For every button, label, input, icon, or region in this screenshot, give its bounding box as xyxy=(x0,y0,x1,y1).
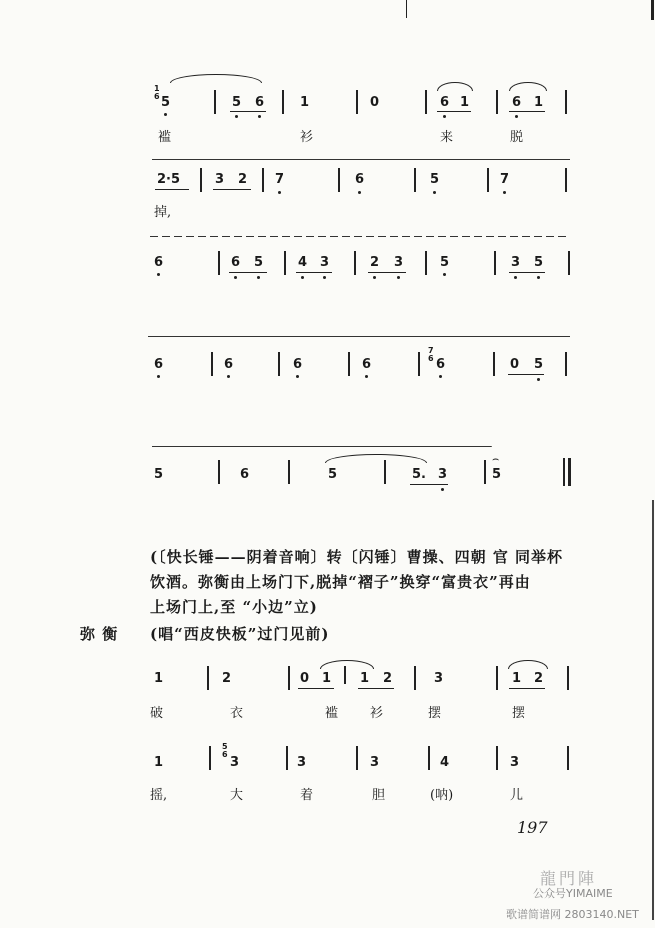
barline xyxy=(356,746,358,770)
note: 6 xyxy=(240,467,250,482)
note: 5. xyxy=(412,467,426,482)
underline xyxy=(298,688,334,689)
barline xyxy=(418,352,420,376)
note: 0 xyxy=(300,671,310,686)
tie-line xyxy=(150,236,570,237)
note: 3 xyxy=(394,255,404,270)
barline xyxy=(496,90,498,114)
fermata-icon: ⌢ xyxy=(492,452,500,465)
note: 1 xyxy=(360,671,370,686)
barline xyxy=(565,90,567,114)
underline xyxy=(368,272,406,273)
stage-direction-line: 上场门上,至 “小边”立) xyxy=(150,598,318,616)
barline xyxy=(496,746,498,770)
underline xyxy=(229,272,267,273)
barline xyxy=(354,251,356,275)
note: 5 xyxy=(534,357,544,372)
underline xyxy=(155,189,189,190)
lyric: 摆 xyxy=(512,706,526,721)
note: 1 xyxy=(154,755,164,770)
note: 3 xyxy=(370,755,380,770)
octave-dot xyxy=(257,276,260,279)
octave-dot xyxy=(301,276,304,279)
slur xyxy=(437,82,473,91)
octave-dot xyxy=(365,375,368,378)
barline xyxy=(278,352,280,376)
underline xyxy=(509,688,545,689)
octave-dot xyxy=(433,191,436,194)
underline xyxy=(230,111,266,112)
underline xyxy=(296,272,332,273)
barline xyxy=(565,352,567,376)
lyric: 衫 xyxy=(300,130,314,145)
octave-dot xyxy=(373,276,376,279)
lyric: 胆 xyxy=(372,788,386,803)
barline xyxy=(494,251,496,275)
octave-dot xyxy=(358,191,361,194)
barline xyxy=(428,746,430,770)
lyric: 脱 xyxy=(510,130,524,145)
lyric: 衣 xyxy=(230,706,244,721)
lyric: 破 xyxy=(150,706,164,721)
note: 2 xyxy=(534,671,544,686)
note: 2 xyxy=(383,671,393,686)
octave-dot xyxy=(234,276,237,279)
watermark-wechat: 公众号YIMAIME xyxy=(533,887,613,900)
note: 5 xyxy=(328,467,338,482)
slur xyxy=(508,660,548,669)
note: 1 xyxy=(512,671,522,686)
note: 6 xyxy=(154,357,164,372)
note: 6 xyxy=(440,95,450,110)
final-barline xyxy=(563,458,565,486)
barline xyxy=(288,666,290,690)
lyric: 着 xyxy=(300,788,314,803)
note: 5 xyxy=(154,467,164,482)
note: 3 xyxy=(511,255,521,270)
note: 3 xyxy=(230,755,240,770)
note: 1 xyxy=(460,95,470,110)
octave-dot xyxy=(514,276,517,279)
octave-dot xyxy=(441,488,444,491)
underline xyxy=(213,189,251,190)
role-direction: (唱“西皮快板”过门见前) xyxy=(150,625,330,643)
lyric: 大 xyxy=(230,788,244,803)
barline xyxy=(484,460,486,484)
grace-note: 6 xyxy=(428,354,434,363)
octave-dot xyxy=(443,115,446,118)
note: 3 xyxy=(320,255,330,270)
underline xyxy=(410,484,448,485)
lyric: 褴 xyxy=(158,130,172,145)
note: 3 xyxy=(438,467,448,482)
octave-dot xyxy=(235,115,238,118)
barline xyxy=(414,666,416,690)
grace-note: 6 xyxy=(222,750,228,759)
barline xyxy=(487,168,489,192)
note: 6 xyxy=(154,255,164,270)
page-edge-mark xyxy=(652,500,654,920)
barline xyxy=(567,746,569,770)
slur xyxy=(170,74,262,83)
note: 6 xyxy=(255,95,265,110)
barline xyxy=(286,746,288,770)
slur xyxy=(325,454,427,463)
barline xyxy=(425,251,427,275)
barline xyxy=(348,352,350,376)
stage-direction xyxy=(150,545,580,620)
octave-dot xyxy=(503,191,506,194)
tie-line xyxy=(152,446,492,447)
note: 5 xyxy=(430,172,440,187)
note: 3 xyxy=(510,755,520,770)
octave-dot xyxy=(397,276,400,279)
note: 2 xyxy=(238,172,248,187)
note: 2 xyxy=(370,255,380,270)
page-number: 197 xyxy=(517,818,548,837)
tie-line xyxy=(148,336,570,337)
barline xyxy=(356,90,358,114)
note: 1 xyxy=(534,95,544,110)
note: 5 xyxy=(232,95,242,110)
note: 6 xyxy=(355,172,365,187)
slur xyxy=(320,660,374,669)
octave-dot xyxy=(157,375,160,378)
note: 2 xyxy=(222,671,232,686)
note: 1 xyxy=(322,671,332,686)
note: 3 xyxy=(434,671,444,686)
role-name: 弥 衡 xyxy=(80,625,119,643)
lyric: 来 xyxy=(440,130,454,145)
octave-dot xyxy=(439,375,442,378)
note: 5 xyxy=(534,255,544,270)
barline xyxy=(207,666,209,690)
lyric: 摇, xyxy=(150,788,168,803)
octave-dot xyxy=(323,276,326,279)
barline xyxy=(218,251,220,275)
barline xyxy=(262,168,264,192)
underline xyxy=(358,688,394,689)
note: 7 xyxy=(275,172,285,187)
octave-dot xyxy=(278,191,281,194)
stage-direction-line: 饮酒。弥衡由上场门下,脱掉“褶子”换穿“富贵衣”再由 xyxy=(150,573,531,591)
tie-line xyxy=(152,159,570,160)
barline xyxy=(568,251,570,275)
lyric: 摆 xyxy=(428,706,442,721)
note: 5 xyxy=(492,467,502,482)
page-edge-mark xyxy=(406,0,407,18)
lyric: 儿 xyxy=(510,788,524,803)
note: 1 xyxy=(154,671,164,686)
note: 3 xyxy=(215,172,225,187)
note: 6 xyxy=(362,357,372,372)
grace-note: 6 xyxy=(154,92,160,101)
octave-dot xyxy=(258,115,261,118)
barline xyxy=(288,460,290,484)
stage-direction-line: (〔快长锤——阴着音响〕转〔闪锤〕曹操、四朝 官 同举杯 xyxy=(150,548,564,566)
grace-note: 5 xyxy=(222,742,228,751)
note: 6 xyxy=(293,357,303,372)
note: 0 xyxy=(510,357,520,372)
grace-note: 1 xyxy=(154,84,160,93)
octave-dot xyxy=(296,375,299,378)
octave-dot xyxy=(515,115,518,118)
note: 0 xyxy=(370,95,380,110)
grace-note: 7 xyxy=(428,346,434,355)
page-edge-mark xyxy=(651,0,654,20)
lyric: 衫 xyxy=(370,706,384,721)
slur xyxy=(509,82,547,91)
barline xyxy=(218,460,220,484)
underline xyxy=(509,111,545,112)
octave-dot xyxy=(537,378,540,381)
lyric: (呐) xyxy=(430,788,454,803)
note: 2·5 xyxy=(157,172,181,187)
barline xyxy=(338,168,340,192)
note: 4 xyxy=(440,755,450,770)
barline xyxy=(200,168,202,192)
note: 7 xyxy=(500,172,510,187)
note: 5 xyxy=(440,255,450,270)
barline xyxy=(425,90,427,114)
underline xyxy=(508,374,544,375)
barline xyxy=(214,90,216,114)
note: 6 xyxy=(512,95,522,110)
barline xyxy=(384,460,386,484)
barline xyxy=(565,168,567,192)
barline xyxy=(282,90,284,114)
note: 6 xyxy=(231,255,241,270)
watermark-site: 歌谱简谱网 2803140.NET xyxy=(506,908,639,921)
note: 5 xyxy=(161,95,171,110)
octave-dot xyxy=(157,273,160,276)
octave-dot xyxy=(227,375,230,378)
lyric: 褴 xyxy=(325,706,339,721)
note: 6 xyxy=(436,357,446,372)
underline xyxy=(509,272,545,273)
underline xyxy=(437,111,471,112)
octave-dot xyxy=(443,273,446,276)
watermark-logo: 龍門陣 xyxy=(540,869,598,888)
barline xyxy=(211,352,213,376)
note: 3 xyxy=(297,755,307,770)
barline xyxy=(567,666,569,690)
octave-dot xyxy=(537,276,540,279)
barline xyxy=(344,666,346,684)
final-barline xyxy=(568,458,571,486)
barline xyxy=(284,251,286,275)
barline xyxy=(496,666,498,690)
barline xyxy=(493,352,495,376)
note: 6 xyxy=(224,357,234,372)
note: 4 xyxy=(298,255,308,270)
note: 5 xyxy=(254,255,264,270)
barline xyxy=(414,168,416,192)
barline xyxy=(209,746,211,770)
note: 1 xyxy=(300,95,310,110)
lyric: 掉, xyxy=(154,205,172,220)
octave-dot xyxy=(164,113,167,116)
